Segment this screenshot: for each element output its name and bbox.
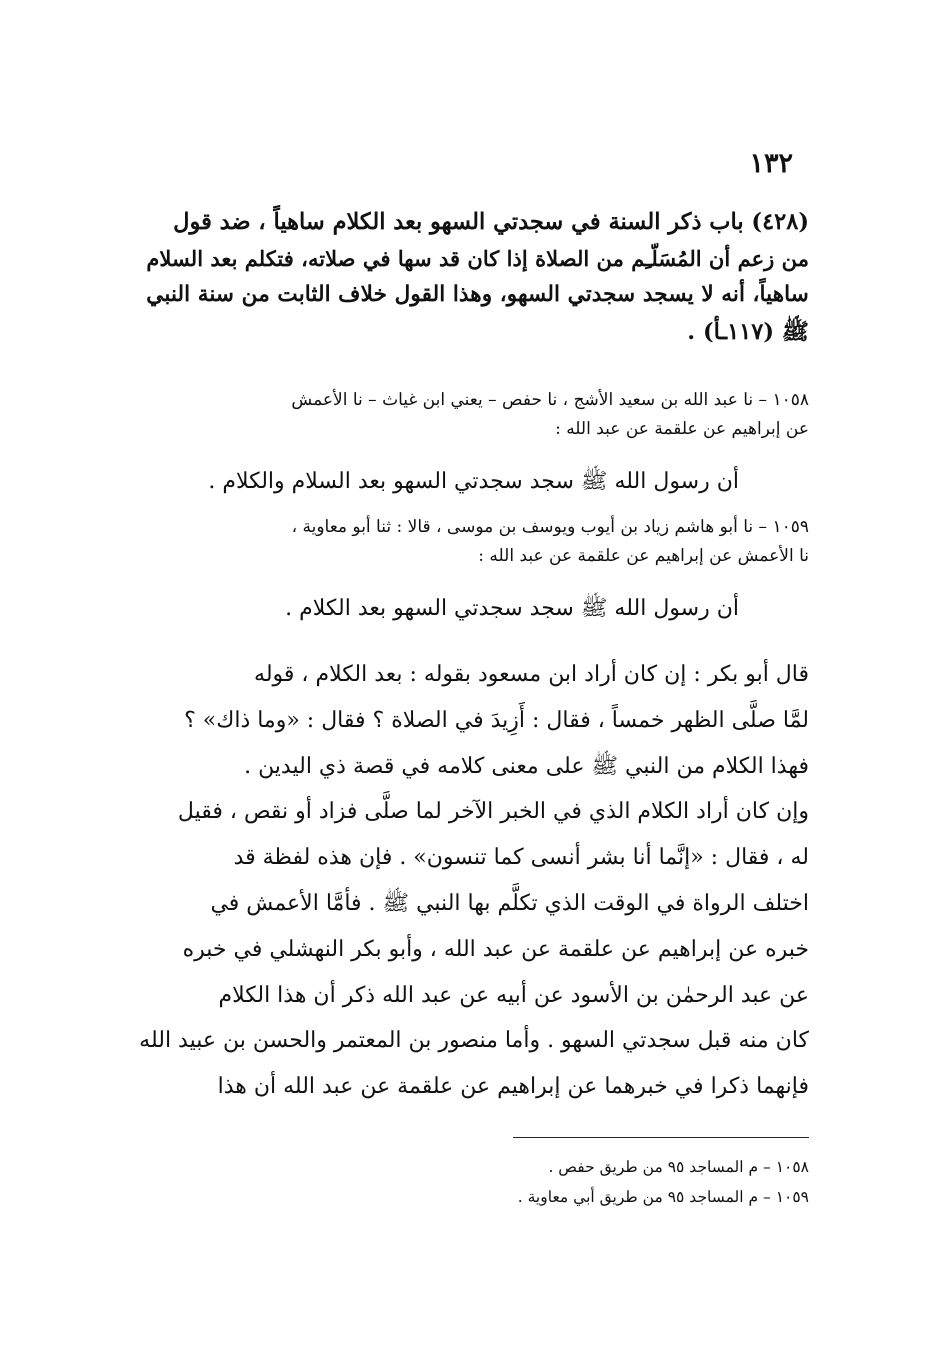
matn-line: أن رسول الله ﷺ سجد سجدتي السهو بعد الكلام .: [285, 596, 739, 621]
body-line: اختلف الرواة في الوقت الذي تكلَّم بها النبي ﷺ . فأمَّا الأعمش في: [210, 890, 809, 916]
heading-line: من زعم أن المُسَلّـِم من الصلاة إذا كان قد سها في صلاته، فتكلم بعد السلام: [146, 245, 809, 271]
isnad-line: ١٠٥٨ – نا عبد الله بن سعيد الأشج ، نا حفص – يعني ابن غياث – نا الأعمش: [291, 390, 809, 410]
page-number: ١٣٢: [749, 148, 793, 179]
chapter-heading: [139, 204, 809, 350]
isnad-line: ١٠٥٩ – نا أبو هاشم زياد بن أيوب ويوسف بن موسى ، قالا : ثنا أبو معاوية ،: [291, 517, 809, 537]
footnotes: [139, 1152, 809, 1212]
footnote-divider: [513, 1137, 809, 1138]
body-line: قال أبو بكر : إن كان أراد ابن مسعود بقوله : بعد الكلام ، قوله: [254, 662, 809, 687]
hadith-1059-matn: [139, 594, 739, 624]
body-line: وإن كان أراد الكلام الذي في الخبر الآخر لما صلَّى فزاد أو نقص ، فقيل: [177, 799, 809, 825]
isnad-line: نا الأعمش عن إبراهيم عن علقمة عن عبد الله :: [478, 546, 809, 566]
heading-line: (٤٢٨) باب ذكر السنة في سجدتي السهو بعد الكلام ساهياً ، ضد قول: [173, 209, 809, 235]
body-line: لمَّا صلَّى الظهر خمساً ، فقال : أَزِيدَ في الصلاة ؟ فقال : «وما ذاك» ؟: [184, 707, 809, 733]
hadith-1059-isnad: [139, 513, 809, 571]
hadith-1058-isnad: [139, 386, 809, 444]
body-line: كان منه قبل سجدتي السهو . وأما منصور بن المعتمر والحسن بن عبيد الله: [139, 1028, 809, 1054]
matn-line: أن رسول الله ﷺ سجد سجدتي السهو بعد السلام والكلام .: [208, 469, 739, 494]
body-line: عن عبد الرحمٰن بن الأسود عن أبيه عن عبد الله ذكر أن هذا الكلام: [218, 982, 809, 1008]
footnote-1059: ١٠٥٩ – م المساجد ٩٥ من طريق أبي معاوية .: [517, 1188, 809, 1206]
commentary-paragraph: [139, 652, 809, 1110]
hadith-1058-matn: [139, 467, 739, 497]
heading-line: ساهياً، أنه لا يسجد سجدتي السهو، وهذا القول خلاف الثابت من سنة النبي: [146, 282, 809, 307]
isnad-line: عن إبراهيم عن علقمة عن عبد الله :: [555, 419, 809, 439]
body-line: خبره عن إبراهيم عن علقمة عن عبد الله ، وأبو بكر النهشلي في خبره: [182, 936, 809, 962]
body-line: فهذا الكلام من النبي ﷺ على معنى كلامه في قصة ذي اليدين .: [244, 753, 809, 779]
heading-line: ﷺ (١١٧ـأ) .: [687, 318, 809, 345]
body-line: فإنهما ذكرا في خبرهما عن إبراهيم عن علقمة عن عبد الله أن هذا: [217, 1074, 809, 1100]
footnote-1058: ١٠٥٨ – م المساجد ٩٥ من طريق حفص .: [548, 1158, 809, 1176]
body-line: له ، فقال : «إنَّما أنا بشر أنسى كما تنسون» . فإن هذه لفظة قد: [233, 845, 809, 871]
